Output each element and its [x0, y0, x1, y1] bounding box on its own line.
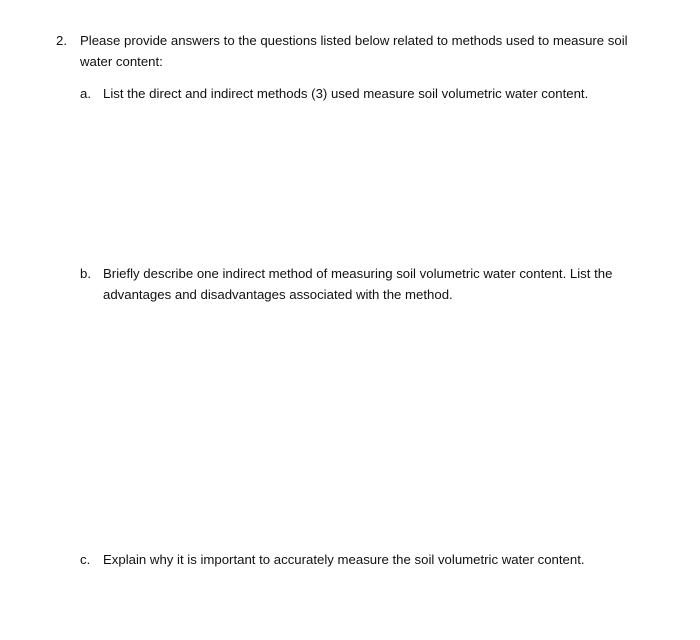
- subquestion-label: c.: [80, 552, 91, 567]
- question-text: Please provide answers to the questions listed below related to methods used to measure soil water content:: [80, 33, 628, 69]
- subquestion-label: a.: [80, 86, 91, 101]
- subquestion-text: Explain why it is important to accurately measure the soil volumetric water content.: [103, 552, 585, 567]
- subquestion-text: List the direct and indirect methods (3) used measure soil volumetric water content.: [103, 86, 589, 101]
- subquestion-label: b.: [80, 266, 91, 281]
- question-number: 2.: [56, 33, 67, 48]
- subquestion-text: Briefly describe one indirect method of measuring soil volumetric water content. List the advantages and disadvantages associated with the method.: [103, 266, 613, 302]
